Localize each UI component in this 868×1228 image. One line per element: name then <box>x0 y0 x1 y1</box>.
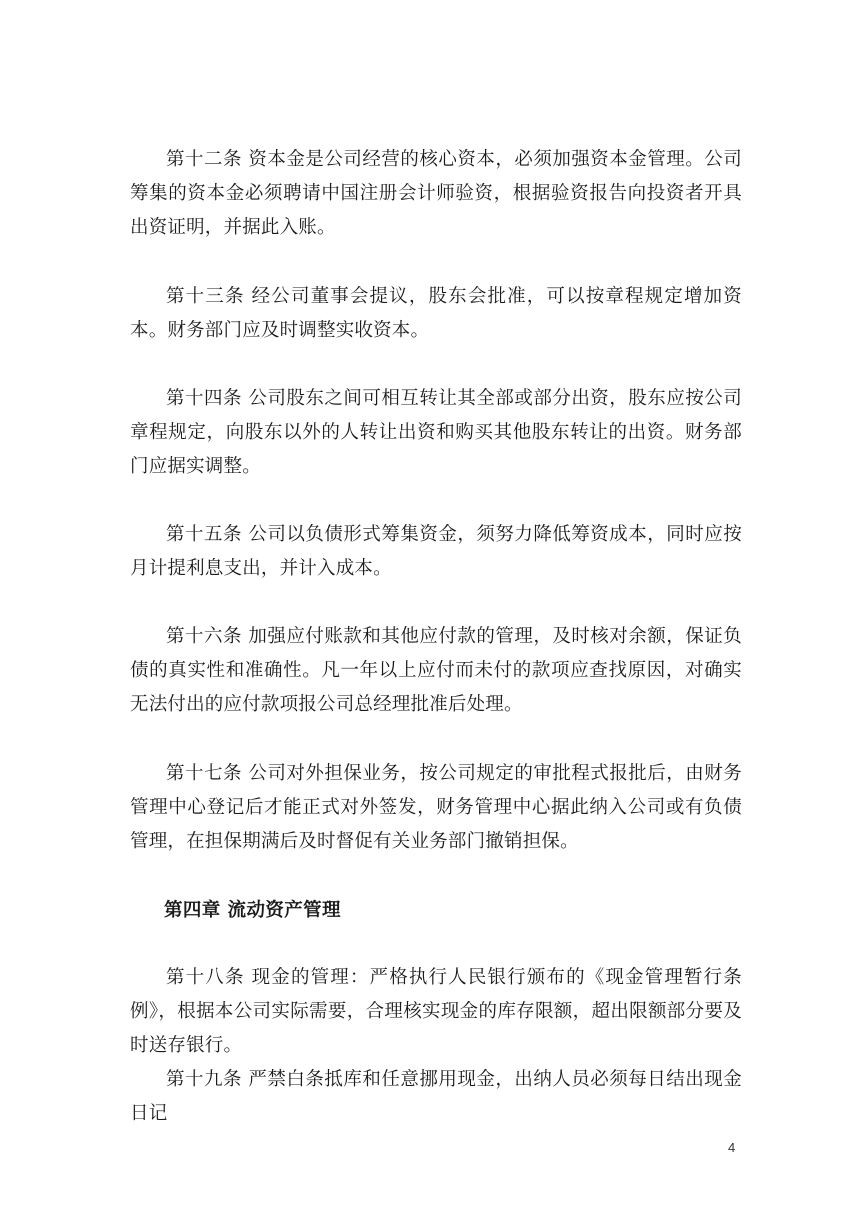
chapter-heading: 第四章 流动资产管理 <box>164 900 341 921</box>
page-number: 4 <box>728 1140 736 1155</box>
article-14-paragraph: 第十四条 公司股东之间可相互转让其全部或部分出资，股东应按公司章程规定，向股东以外的人转让出资和购买其他股东转让的出资。财务部门应据实调整。 <box>130 388 742 477</box>
article-17-paragraph: 第十七条 公司对外担保业务，按公司规定的审批程式报批后，由财务管理中心登记后才能正式对外签发，财务管理中心据此纳入公司或有负债管理，在担保期满后及时督促有关业务部门撤销担保。 <box>130 763 742 852</box>
article-12-paragraph: 第十二条 资本金是公司经营的核心资本，必须加强资本金管理。公司筹集的资本金必须聘请中国注册会计师验资，根据验资报告向投资者开具出资证明，并据此入账。 <box>130 149 742 238</box>
article-18-paragraph: 第十八条 现金的管理：严格执行人民银行颁布的《现金管理暂行条例》，根据本公司实际需要，合理核实现金的库存限额，超出限额部分要及时送存银行。 <box>130 967 742 1056</box>
article-16-paragraph: 第十六条 加强应付账款和其他应付款的管理，及时核对余额，保证负债的真实性和准确性。凡一年以上应付而未付的款项应查找原因，对确实无法付出的应付款项报公司总经理批准后处理。 <box>130 626 742 715</box>
article-15-paragraph: 第十五条 公司以负债形式筹集资金，须努力降低筹资成本，同时应按月计提利息支出，并计入成本。 <box>130 524 742 579</box>
article-13-paragraph: 第十三条 经公司董事会提议，股东会批准，可以按章程规定增加资本。财务部门应及时调整实收资本。 <box>130 286 742 341</box>
article-19-paragraph: 第十九条 严禁白条抵库和任意挪用现金，出纳人员必须每日结出现金日记 <box>130 1069 742 1124</box>
